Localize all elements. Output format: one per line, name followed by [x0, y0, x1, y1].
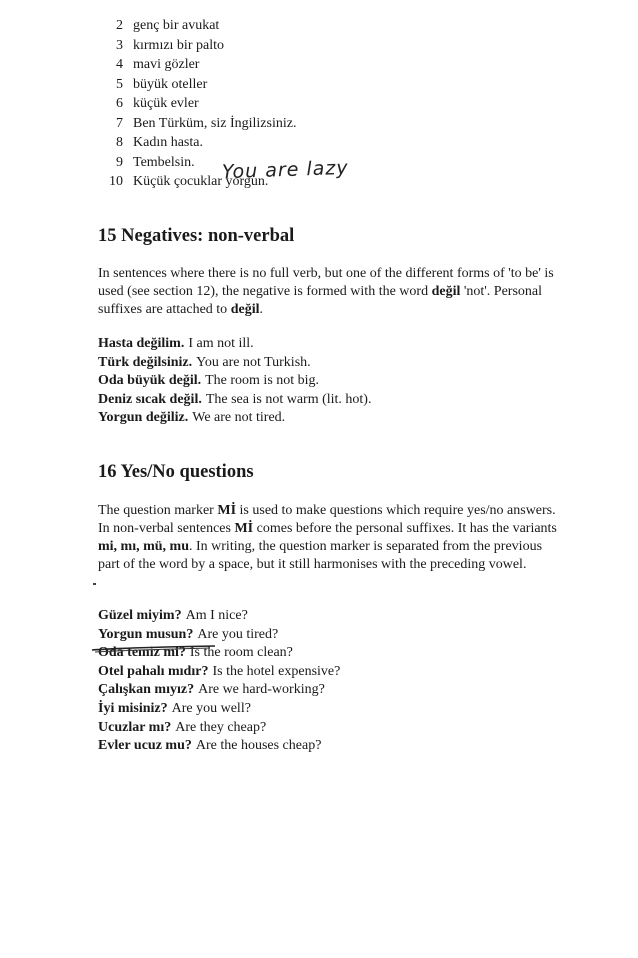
english-translation: Am I nice?: [185, 608, 248, 623]
item-text: büyük oteller: [133, 76, 208, 92]
list-item: [105, 18, 525, 38]
turkish-sentence: Evler ucuz mu?: [98, 738, 192, 754]
example-row: [98, 392, 558, 411]
example-row: [98, 701, 558, 720]
list-item: [105, 116, 525, 136]
para-text: 'not'. Personal suffixes are attached to: [98, 284, 543, 317]
item-text: küçük evler: [133, 96, 199, 111]
list-item: [105, 96, 525, 116]
english-translation: Are they cheap?: [175, 719, 267, 735]
turkish-sentence: Otel pahalı mıdır?: [98, 663, 209, 679]
section-paragraph: [98, 502, 558, 574]
example-row: [98, 664, 558, 683]
example-row: [98, 627, 558, 646]
item-text: Ben Türküm, siz İngilizsiniz.: [133, 115, 297, 131]
item-number: 6: [116, 96, 123, 111]
example-row: [98, 682, 558, 701]
para-text: comes before the personal suffixes. It has the variants: [253, 521, 557, 536]
english-translation: Are you well?: [171, 700, 251, 716]
example-row: [98, 355, 558, 374]
item-number: 5: [116, 76, 123, 92]
english-translation: I am not ill.: [188, 336, 254, 351]
turkish-sentence: Güzel miyim?: [98, 608, 182, 623]
english-translation: Are you tired?: [197, 626, 279, 642]
example-list: [98, 336, 558, 429]
english-translation: Is the hotel expensive?: [212, 663, 341, 679]
section-heading: 15 Negatives: non-verbal: [98, 226, 295, 246]
turkish-sentence: Yorgun musun?: [98, 626, 194, 642]
english-translation: The sea is not warm (lit. hot).: [205, 391, 372, 407]
item-text: Tembelsin.: [133, 154, 195, 170]
item-number: 3: [116, 37, 123, 53]
example-list: [98, 608, 558, 757]
item-text: Küçük çocuklar yorgun.: [133, 174, 269, 189]
para-bold-term: Mİ: [217, 503, 237, 518]
list-item: [105, 77, 525, 97]
para-text: The question marker: [98, 503, 218, 518]
example-row: [98, 608, 558, 627]
para-bold-term: Mİ: [234, 521, 254, 536]
english-translation: Are we hard-working?: [198, 682, 325, 698]
turkish-sentence: Türk değilsiniz.: [98, 354, 193, 370]
example-row: [98, 738, 558, 757]
item-text: mavi gözler: [133, 57, 200, 72]
list-item: [105, 38, 525, 58]
item-number: 7: [116, 115, 123, 131]
item-number: 9: [116, 154, 123, 170]
example-row: [98, 336, 558, 355]
para-text: In sentences where there is no full verb, but one of the different forms of 'to be' is used (see section 12), the negative is formed with the word: [98, 266, 554, 299]
turkish-sentence: Deniz sıcak değil.: [98, 391, 202, 407]
english-translation: The room is not big.: [205, 373, 320, 389]
pencil-underline: [90, 644, 220, 654]
example-row: [98, 373, 558, 392]
turkish-sentence: Yorgun değiliz.: [98, 410, 189, 426]
item-number: 10: [109, 174, 123, 189]
pencil-mark: [93, 583, 96, 585]
english-translation: Are the houses cheap?: [195, 738, 322, 754]
item-text: kırmızı bir palto: [133, 37, 224, 53]
para-text: is used to make questions which require yes/no answers. In non-verbal sentences: [98, 503, 556, 536]
item-text: genç bir avukat: [133, 18, 220, 33]
section-paragraph: [98, 265, 558, 319]
example-row: [98, 410, 558, 429]
turkish-sentence: Oda büyük değil.: [98, 373, 202, 389]
english-translation: You are not Turkish.: [196, 354, 311, 370]
example-row: [98, 720, 558, 739]
para-text: .: [259, 302, 263, 317]
english-translation: We are not tired.: [192, 410, 286, 426]
turkish-sentence: Hasta değilim.: [98, 336, 185, 351]
list-item: [105, 135, 525, 155]
english-translation: Is the room clean?: [189, 645, 293, 661]
turkish-sentence: Ucuzlar mı?: [98, 719, 172, 735]
list-item: [105, 57, 525, 77]
turkish-sentence: Oda temiz mi?: [98, 645, 186, 661]
turkish-sentence: Çalışkan mıyız?: [98, 682, 195, 698]
item-text: Kadın hasta.: [133, 135, 203, 150]
section-heading: 16 Yes/No questions: [98, 462, 254, 482]
para-bold-term: mi, mı, mü, mu: [98, 539, 189, 554]
item-number: 2: [116, 18, 123, 33]
item-number: 4: [116, 57, 123, 72]
handwritten-note: You are lazy: [221, 156, 349, 184]
para-text: . In writing, the question marker is separated from the previous part of the word by a space, but it still harmonises with the preceding vowel.: [98, 539, 543, 572]
item-number: 8: [116, 135, 123, 150]
para-bold-term: değil: [431, 284, 461, 299]
turkish-sentence: İyi misiniz?: [98, 700, 168, 716]
para-bold-term: değil: [230, 302, 260, 317]
